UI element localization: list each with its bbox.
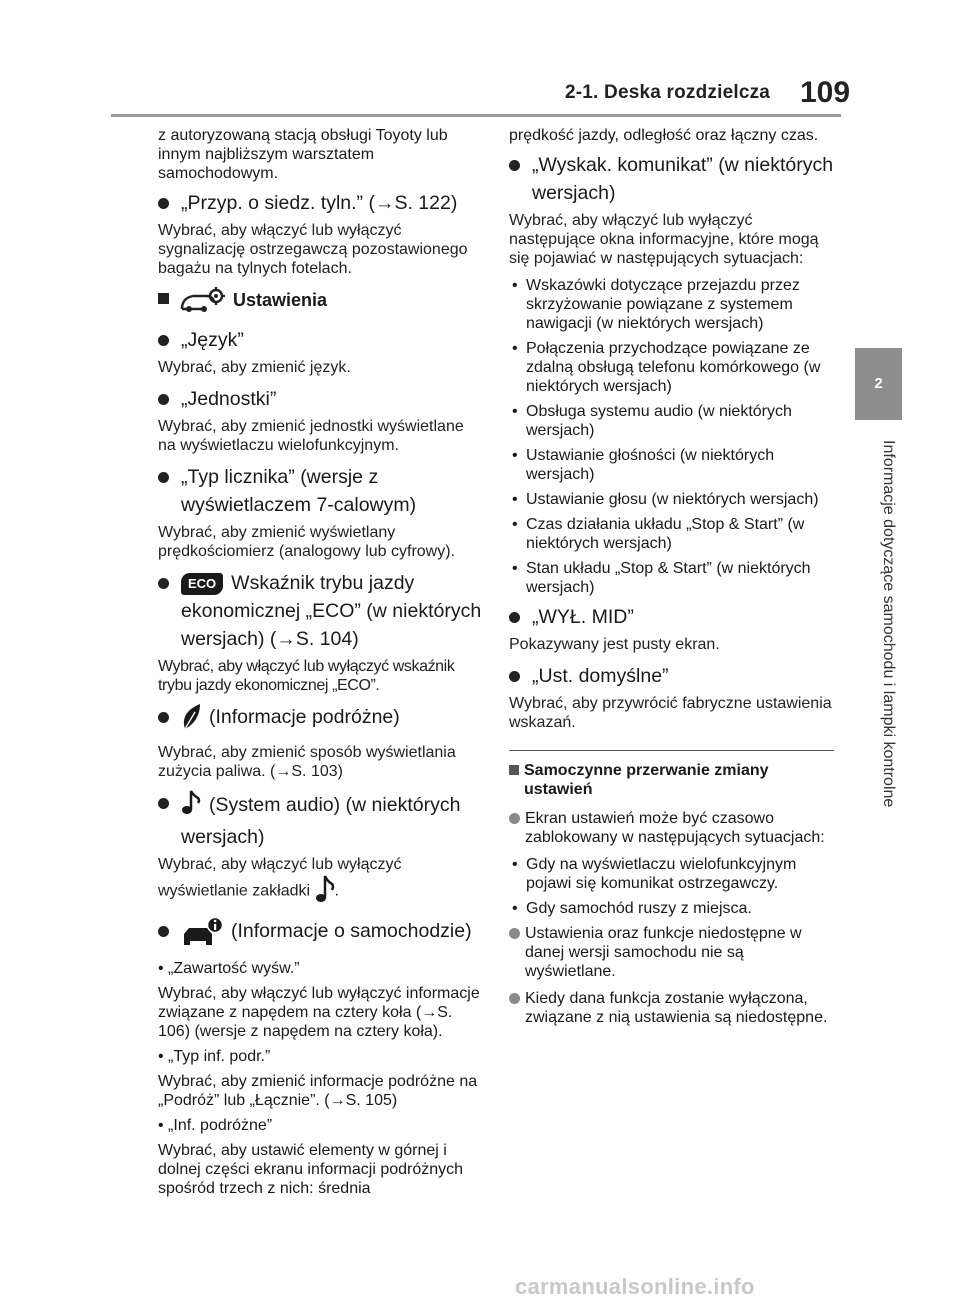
chapter-title-vertical: Informacje dotyczące samochodu i lampki kontrolne: [880, 440, 897, 808]
desc-typ-licznika: Wybrać, aby zmienić wyświetlany prędkościomierz (analogowy lub cyfrowy).: [158, 524, 455, 560]
desc-zawartosc: Wybrać, aby włączyć lub wyłączyć informacje związane z napędem na cztery koła (→S. 106) (wersje z napędem na cztery koła).: [158, 985, 480, 1040]
eco-icon: ECO: [181, 573, 223, 595]
bullet-dot: [158, 798, 169, 809]
desc-ust-domyslne: Wybrać, aby przywrócić fabryczne ustawienia wskazań.: [509, 695, 832, 731]
bullet-zawartosc: • „Zawartość wyśw.”: [158, 960, 300, 977]
heading-wyl-mid: „WYŁ. MID”: [509, 603, 834, 631]
desc-inf-podrozne: Wybrać, aby ustawić elementy w górnej i dolnej części ekranu informacji podróżnych spośród trzech z nich: średnia: [158, 1142, 464, 1197]
chapter-tab: 2: [855, 348, 902, 420]
watermark: carmanualsonline.info: [515, 1274, 755, 1299]
bullet-inf-podrozne: • „Inf. podróżne”: [158, 1117, 273, 1134]
heading-audio: (System audio) (w niektórych wersjach): [158, 789, 483, 851]
square-bullet: [509, 765, 519, 775]
list-item: • Ustawianie głosu (w niektórych wersjach): [509, 490, 834, 509]
bullet-dot: [158, 712, 169, 723]
continued-text: prędkość jazdy, odległość oraz łączny czas.: [509, 127, 819, 144]
list-item: • Gdy na wyświetlaczu wielofunkcyjnym pojawi się komunikat ostrzegawczy.: [509, 855, 834, 893]
heading-ustawienia: Ustawienia: [158, 286, 483, 322]
heading-ust-domyslne: „Ust. domyślne”: [509, 662, 834, 690]
desc-jednostki: Wybrać, aby zmienić jednostki wyświetlane na wyświetlaczu wielofunkcyjnym.: [158, 418, 464, 454]
page-number: 109: [800, 76, 851, 109]
note-item: Ustawienia oraz funkcje niedostępne w danej wersji samochodu nie są wyświetlane.: [509, 924, 834, 981]
header-section-title: 2-1. Deska rozdzielcza: [565, 82, 771, 103]
bullet-dot: [509, 993, 520, 1004]
list-item: • Obsługa systemu audio (w niektórych wersjach): [509, 402, 834, 440]
header-divider: [111, 114, 841, 117]
list-item: • Czas działania układu „Stop & Start” (w niektórych wersjach): [509, 515, 834, 553]
heading-info-podrozne: (Informacje podróżne): [158, 703, 483, 739]
bullet-dot: [158, 198, 169, 209]
heading-jezyk: „Język”: [158, 326, 483, 354]
bullet-dot: [158, 335, 169, 346]
note-divider: [509, 750, 834, 751]
bullet-dot: [158, 472, 169, 483]
heading-jednostki: „Jednostki”: [158, 385, 483, 413]
note-title: Samoczynne przerwanie zmiany ustawień: [509, 761, 834, 799]
heading-typ-licznika: „Typ licznika” (wersje z wyświetlaczem 7-calowym): [158, 463, 483, 519]
leaf-icon: [181, 703, 201, 739]
heading-wyskak: „Wyskak. komunikat” (w niektórych wersjach): [509, 151, 834, 207]
list-item: • Wskazówki dotyczące przejazdu przez skrzyżowanie powiązane z systemem nawigacji (w niektórych wersjach): [509, 276, 834, 333]
bullet-dot: [158, 578, 169, 589]
bullet-typ-inf: • „Typ inf. podr.”: [158, 1048, 271, 1065]
list-item: • Gdy samochód ruszy z miejsca.: [509, 899, 834, 918]
desc-info-podrozne: Wybrać, aby zmienić sposób wyświetlania zużycia paliwa. (→S. 103): [158, 744, 456, 780]
heading-eco: ECO Wskaźnik trybu jazdy ekonomicznej „ECO” (w niektórych wersjach) (→S. 104): [158, 569, 483, 653]
bullet-dot: [509, 813, 520, 824]
right-column: [509, 126, 834, 1035]
desc-wyskak: Wybrać, aby włączyć lub wyłączyć następujące okna informacyjne, które mogą się pojawiać w następujących sytuacjach:: [509, 212, 819, 267]
list-item: • Stan układu „Stop & Start” (w niektórych wersjach): [509, 559, 834, 597]
list-item: • Ustawianie głośności (w niektórych wersjach): [509, 446, 834, 484]
desc-jezyk: Wybrać, aby zmienić język.: [158, 359, 351, 376]
bullet-dot: [158, 394, 169, 405]
intro-text: z autoryzowaną stacją obsługi Toyoty lub innym najbliższym warsztatem samochodowym.: [158, 127, 448, 182]
desc-wyl-mid: Pokazywany jest pusty ekran.: [509, 636, 720, 653]
square-bullet: [158, 293, 169, 304]
bullet-dot: [509, 612, 520, 623]
bullet-dot: [509, 671, 520, 682]
desc-eco: Wybrać, aby włączyć lub wyłączyć wskaźnik trybu jazdy ekonomicznej „ECO”.: [158, 658, 455, 694]
desc-audio: Wybrać, aby włączyć lub wyłączyć wyświetlanie zakładki .: [158, 855, 483, 909]
list-item: • Połączenia przychodzące powiązane ze zdalną obsługą telefonu komórkowego (w niektórych wersjach): [509, 339, 834, 396]
note-item: Kiedy dana funkcja zostanie wyłączona, związane z nią ustawienia są niedostępne.: [509, 989, 834, 1027]
bullet-dot: [509, 928, 520, 939]
bullet-dot: [158, 926, 169, 937]
desc-przyp: Wybrać, aby włączyć lub wyłączyć sygnalizację ostrzegawczą pozostawionego bagażu na tylnych fotelach.: [158, 222, 468, 277]
car-info-icon: [181, 917, 223, 955]
gear-car-icon: [179, 286, 225, 322]
music-note-icon: [315, 874, 335, 909]
bullet-dot: [509, 160, 520, 171]
heading-przyp: „Przyp. o siedz. tyln.” (→S. 122): [158, 189, 483, 217]
desc-typ-inf: Wybrać, aby zmienić informacje podróżne na „Podróż” lub „Łącznie”. (→S. 105): [158, 1073, 478, 1109]
left-column: [158, 126, 483, 1204]
heading-samochod: (Informacje o samochodzie): [158, 917, 483, 955]
music-note-icon: [181, 789, 201, 823]
note-item: Ekran ustawień może być czasowo zablokowany w następujących sytuacjach:: [509, 809, 834, 847]
